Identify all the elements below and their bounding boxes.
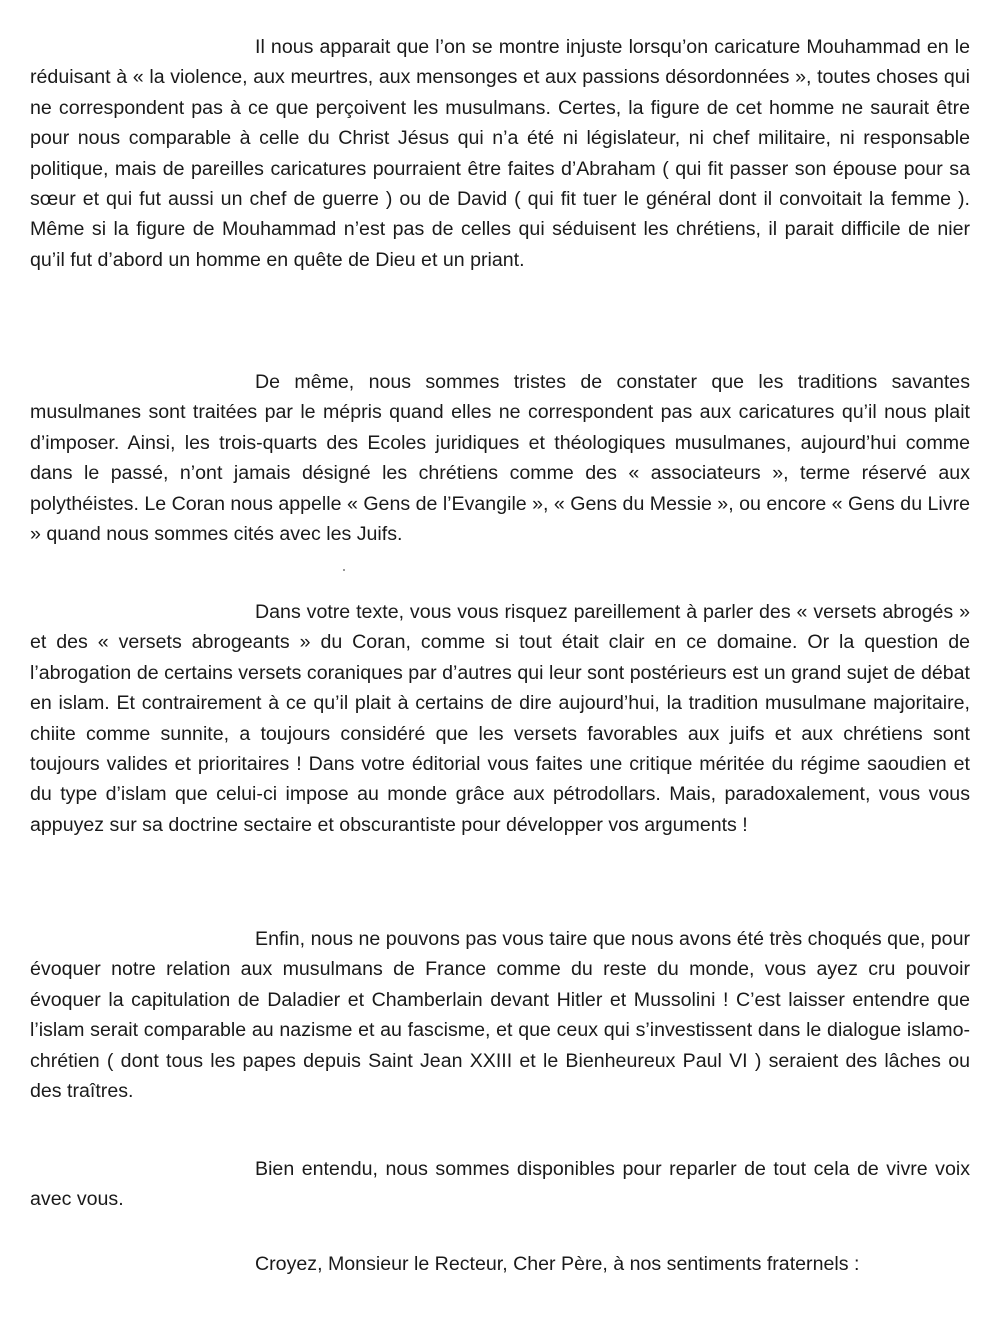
closing-salutation: Croyez, Monsieur le Recteur, Cher Père, à nos sentiments fraternels : bbox=[255, 1253, 860, 1275]
paragraph-abrogated-verses: Dans votre texte, vous vous risquez pareillement à parler des « versets abrogés » et des « versets abrogeants » du Coran, comme si tout était clair en ce domaine. Or la question de l’abrogation de certains versets coraniques par d’autres qui leur sont postérieurs est un grand sujet de débat en islam. Et contrairement à ce qu’il plait à certains de dire aujourd’hui, la tradition musulmane majoritaire, chiite comme sunnite, a toujours considéré que les versets favorables aux juifs et aux chrétiens sont toujours valides et prioritaires ! Dans votre éditorial vous faites une critique méritée du régime saoudien et du type d’islam que celui-ci impose au monde grâce aux pétrodollars. Mais, paradoxalement, vous vous appuyez sur sa doctrine sectaire et obscurantiste pour développer vos arguments ! bbox=[30, 601, 970, 836]
paragraph-availability: Bien entendu, nous sommes disponibles pour reparler de tout cela de vivre voix avec vous. bbox=[30, 1158, 970, 1211]
paragraph-scholarly-traditions: De même, nous sommes tristes de constater que les traditions savantes musulmanes sont traitées par le mépris quand elles ne correspondent pas aux caricatures qu’il nous plait d’imposer. Ainsi, les trois-quarts des Ecoles juridiques et théologiques musulmanes, aujourd’hui comme dans le passé, n’ont jamais désigné les chrétiens comme des « associateurs », terme réservé aux polythéistes. Le Coran nous appelle « Gens de l’Evangile », « Gens du Messie », ou encore « Gens du Livre » quand nous sommes cités avec les Juifs. bbox=[30, 371, 970, 546]
paragraph-mouhammad-caricature: Il nous apparait que l’on se montre injuste lorsqu’on caricature Mouhammad en le réduisant à « la violence, aux meurtres, aux mensonges et aux passions désordonnées », toutes choses qui ne correspondent pas à ce que perçoivent les musulmans. Certes, la figure de cet homme ne saurait être pour nous comparable à celle du Christ Jésus qui n’a été ni législateur, ni chef militaire, ni responsable politique, mais de pareilles caricatures pourraient être faites d’Abraham ( qui fit passer son épouse pour sa sœur et qui fut aussi un chef de guerre ) ou de David ( qui fit tuer le général dont il convoitait la femme ). Même si la figure de Mouhammad n’est pas de celles qui séduisent les chrétiens, il parait difficile de nier qu’il fut d’abord un homme en quête de Dieu et un priant. bbox=[30, 36, 970, 271]
scan-speck bbox=[343, 569, 345, 571]
paragraph-capitulation-comparison: Enfin, nous ne pouvons pas vous taire que nous avons été très choqués que, pour évoquer notre relation aux musulmans de France comme du reste du monde, vous ayez cru pouvoir évoquer la capitulation de Daladier et Chamberlain devant Hitler et Mussolini ! C’est laisser entendre que l’islam serait comparable au nazisme et au fascisme, et que ceux qui s’investissent dans le dialogue islamo-chrétien ( dont tous les papes depuis Saint Jean XXIII et le Bienheureux Paul VI ) seraient des lâches ou des traîtres. bbox=[30, 928, 970, 1103]
